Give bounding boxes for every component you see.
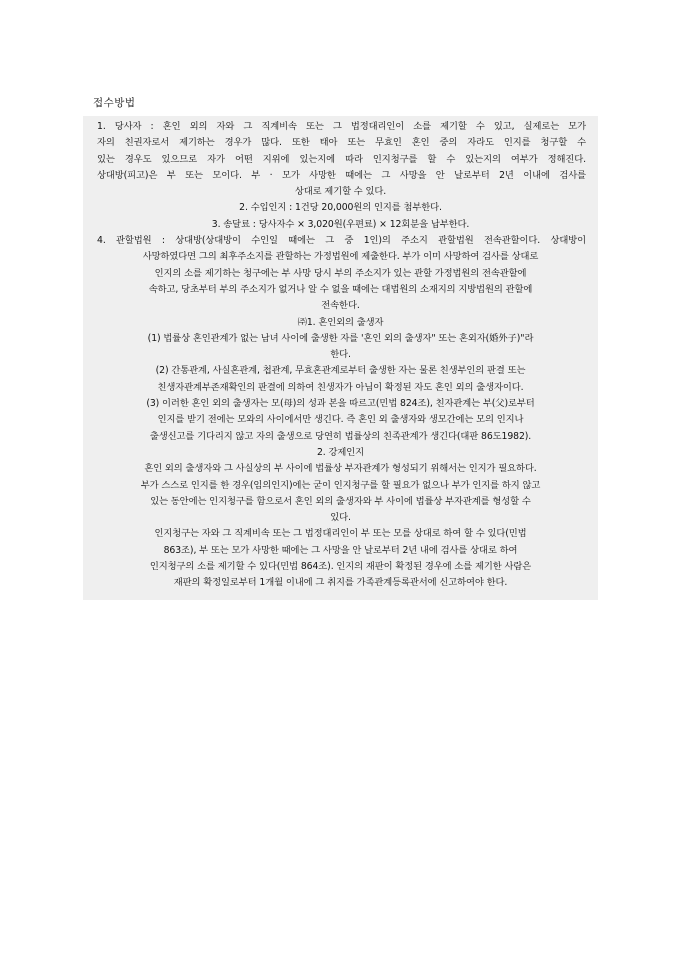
text-line: 인지청구의 소를 제기할 수 있다(민법 864조). 인지의 재판이 확정된 경우에 소를 제기한 사람은 — [149, 561, 532, 573]
content-box — [83, 116, 598, 600]
text-line: 상대로 제기할 수 있다. — [294, 186, 387, 198]
text-line: 3. 송달료 : 당사자수 × 3,020원(우편료) × 12회분을 납부한다. — [211, 218, 470, 230]
text-line: 자의 친권자로서 제기하는 경우가 많다. 또한 태아 또는 무효인 혼인 중의 자라도 인지를 청구할 수 — [97, 137, 586, 149]
text-line: 2. 강제인지 — [316, 446, 365, 458]
text-line: 4. 관할법원 : 상대방(상대방이 수인일 때에는 그 중 1인)의 주소지 관할법원 전속관할이다. 상대방이 — [97, 235, 586, 247]
text-line: 속하고, 당초부터 부의 주소지가 없거나 알 수 없을 때에는 대법원의 소재지의 지방법원의 관할에 — [148, 283, 533, 295]
text-line: 한다. — [330, 349, 351, 361]
text-line: 부가 스스로 인지를 한 경우(임의인지)에는 굳이 인지청구를 할 필요가 없으나 부가 인지를 하지 않고 — [140, 479, 541, 491]
text-line: 상대방(피고)은 부 또는 모이다. 부 · 모가 사망한 때에는 그 사망을 안 날로부터 2년 이내에 검사를 — [97, 169, 586, 181]
text-line: 사망하였다면 그의 최후주소지를 관할하는 가정법원에 제출한다. 부가 이미 사망하여 검사를 상대로 — [142, 251, 539, 263]
text-line: (2) 간통관계, 사실혼관계, 첩관계, 무효혼관계로부터 출생한 자는 물론 친생부인의 판결 또는 — [155, 365, 526, 377]
text-line: 재판의 확정일로부터 1개월 이내에 그 취지를 가족관계등록관서에 신고하여야 한다. — [173, 577, 508, 589]
text-line: 2. 수입인지 : 1건당 20,000원의 인지를 첨부한다. — [239, 202, 442, 214]
text-line: 출생신고를 기다리지 않고 자의 출생으로 당연히 법률상의 친족관계가 생긴다(대판 86도1982). — [149, 430, 532, 442]
page-heading: 접수방법 — [93, 97, 136, 109]
text-line: 인지의 소를 제기하는 청구에는 부 사망 당시 부의 주소지가 있는 관할 가정법원의 전속관할에 — [154, 267, 527, 279]
text-line: 전속한다. — [321, 300, 360, 312]
text-line: 있는 경우도 있으므로 자가 어떤 지위에 있는지에 따라 인지청구를 할 수 있는지의 여부가 정해진다. — [97, 153, 586, 165]
text-line: 인지청구는 자와 그 직계비속 또는 그 법정대리인이 부 또는 모를 상대로 하여 할 수 있다(민법 — [154, 528, 527, 540]
text-line: 있는 동안에는 인지청구를 함으로서 혼인 외의 출생자와 부 사이에 법률상 부자관계를 형성할 수 — [150, 495, 531, 507]
text-line: 있다. — [330, 512, 351, 524]
text-line: 1. 당사자 : 혼인 외의 자와 그 직계비속 또는 그 법정대리인이 소를 제기할 수 있고, 실제로는 모가 — [97, 121, 586, 132]
text-line: ㈜1. 혼인외의 출생자 — [297, 316, 384, 328]
text-line: (3) 이러한 혼인 외의 출생자는 모(母)의 성과 본을 따르고(민법 824조), 친자관계는 부(父)로부터 — [146, 398, 535, 410]
text-line: 863조), 부 또는 모가 사망한 때에는 그 사망을 안 날로부터 2년 내에 검사를 상대로 하여 — [163, 544, 518, 556]
text-line: (1) 법률상 혼인관계가 없는 남녀 사이에 출생한 자를 '혼인 외의 출생자" 또는 혼외자(婚外子)"라 — [147, 332, 534, 344]
text-line: 친생자관계부존재확인의 판결에 의하여 친생자가 아님이 확정된 자도 혼인 외의 출생자이다. — [157, 381, 524, 393]
text-line: 인지를 받기 전에는 모와의 사이에서만 생긴다. 즉 혼인 외 출생자와 생모간에는 모의 인지나 — [157, 414, 524, 426]
text-line: 혼인 외의 출생자와 그 사실상의 부 사이에 법률상 부자관계가 형성되기 위해서는 인지가 필요하다. — [144, 463, 537, 475]
